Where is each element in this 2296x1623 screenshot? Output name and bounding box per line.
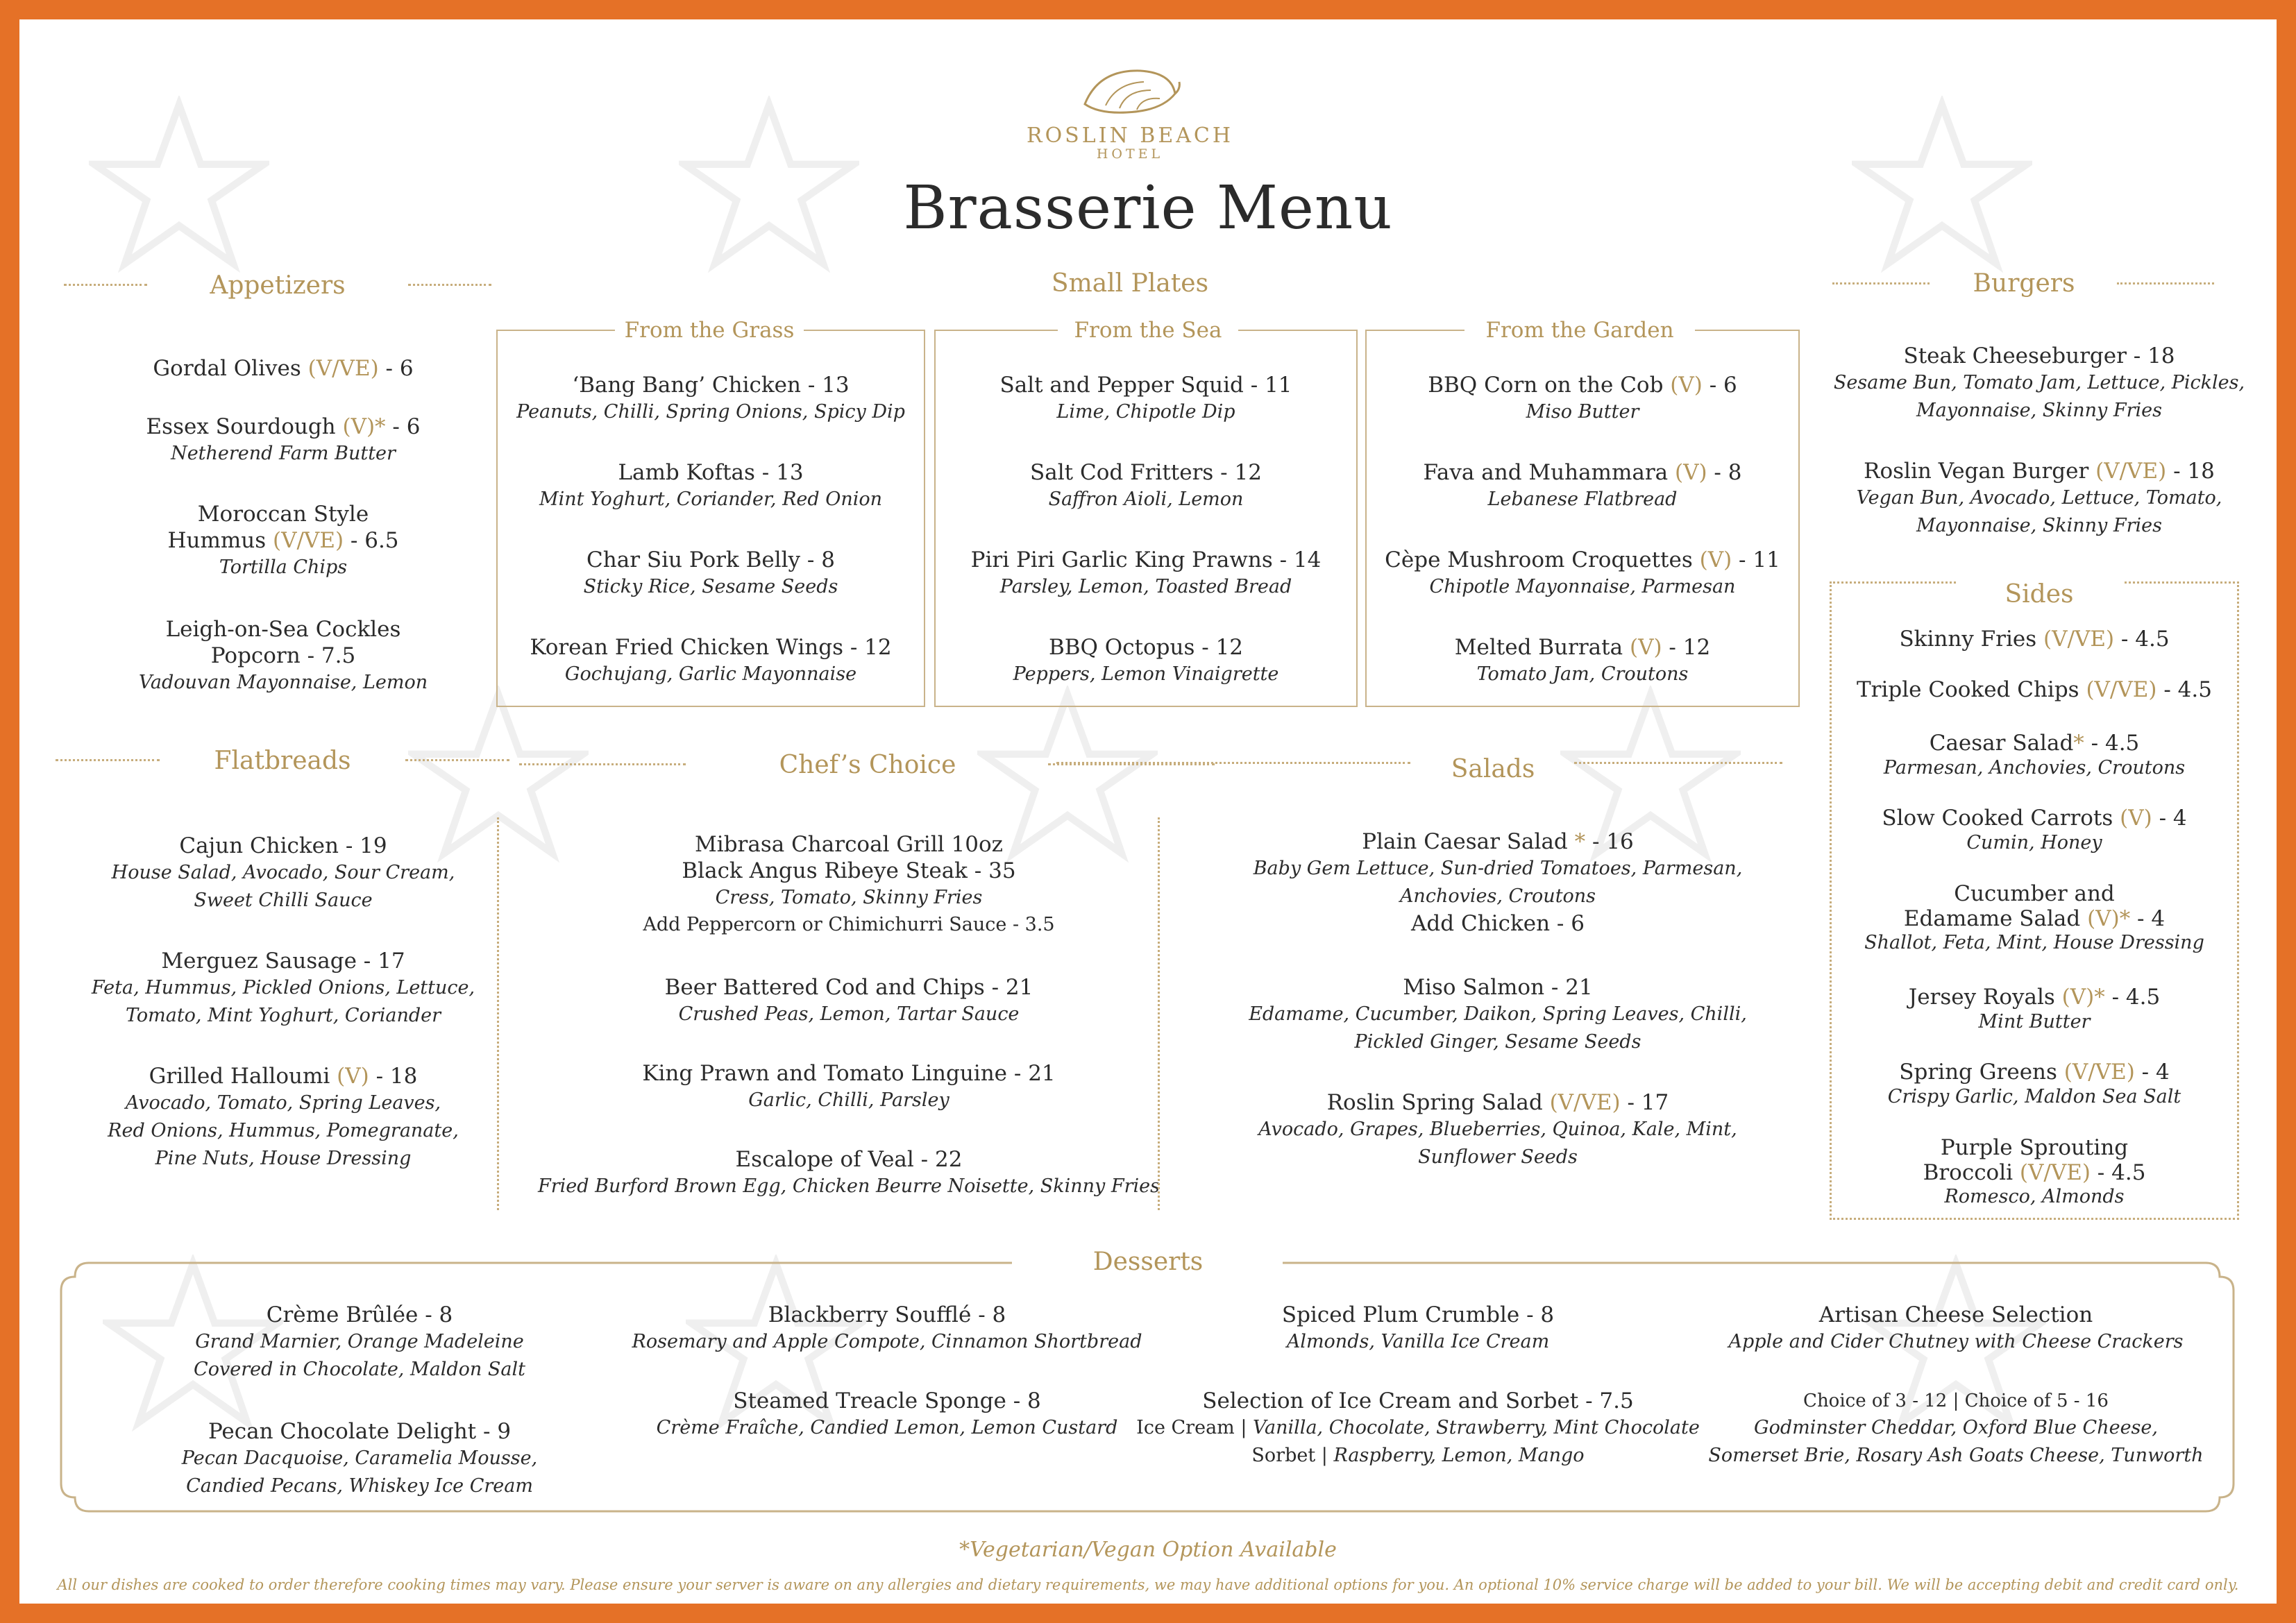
burgers-title: Burgers <box>1973 269 2075 298</box>
menu-item: Caesar Salad* - 4.5 Parmesan, Anchovies, Croutons <box>1883 731 2186 779</box>
vegetarian-note: *Vegetarian/Vegan Option Available <box>959 1538 1337 1562</box>
shell-icon <box>1078 62 1182 118</box>
menu-item: Essex Sourdough (V)* - 6 Netherend Farm Butter <box>146 414 421 464</box>
menu-item: King Prawn and Tomato Linguine - 21 Garlic, Chilli, Parsley <box>642 1061 1056 1111</box>
divider <box>64 284 147 286</box>
appetizers-title: Appetizers <box>210 271 346 300</box>
desserts-title: Desserts <box>1092 1248 1204 1276</box>
from-the-garden-title: From the Garden <box>1464 318 1695 343</box>
divider <box>408 284 491 286</box>
divider <box>2117 282 2214 284</box>
divider <box>1056 762 1410 764</box>
menu-item: Piri Piri Garlic King Prawns - 14 Parsley, Lemon, Toasted Bread <box>970 547 1322 597</box>
menu-item: Cajun Chicken - 19 House Salad, Avocado, Sour Cream, Sweet Chilli Sauce <box>111 833 455 911</box>
menu-item: Miso Salmon - 21 Edamame, Cucumber, Daikon, Spring Leaves, Chilli, Pickled Ginger, Sesame Seeds <box>1249 975 1747 1053</box>
menu-item: Artisan Cheese Selection Apple and Cider Chutney with Cheese Crackers <box>1728 1302 2184 1352</box>
menu-item: Leigh-on-Sea Cockles Popcorn - 7.5 Vadouvan Mayonnaise, Lemon <box>138 617 428 693</box>
hotel-sub: HOTEL <box>1096 146 1164 162</box>
menu-item: Escalope of Veal - 22 Fried Burford Brown Egg, Chicken Beurre Noisette, Skinny Fries <box>538 1147 1160 1197</box>
menu-item: Plain Caesar Salad * - 16 Baby Gem Lettuce, Sun-dried Tomatoes, Parmesan, Anchovies, Croutons Add Chicken - 6 <box>1253 829 1743 936</box>
menu-item: Salt and Pepper Squid - 11 Lime, Chipotle Dip <box>999 373 1292 423</box>
menu-item: Salt Cod Fritters - 12 Saffron Aioli, Lemon <box>1030 460 1262 510</box>
from-the-sea-title: From the Sea <box>1058 318 1238 343</box>
small-plates-title: Small Plates <box>1051 269 1209 298</box>
menu-item: Lamb Koftas - 13 Mint Yoghurt, Coriander, Red Onion <box>539 460 883 510</box>
menu-page <box>19 19 2277 1604</box>
menu-item: Gordal Olives (V/VE) - 6 <box>153 356 414 381</box>
menu-item: Merguez Sausage - 17 Feta, Hummus, Pickled Onions, Lettuce, Tomato, Mint Yoghurt, Coriander <box>91 949 475 1026</box>
menu-item: Blackberry Soufflé - 8 Rosemary and Apple Compote, Cinnamon Shortbread <box>632 1302 1142 1352</box>
menu-item: Purple Sprouting Broccoli (V/VE) - 4.5 Romesco, Almonds <box>1923 1135 2146 1207</box>
menu-item: Steamed Treacle Sponge - 8 Crème Fraîche, Candied Lemon, Lemon Custard <box>656 1388 1118 1438</box>
divider <box>1574 762 1782 764</box>
menu-item: Char Siu Pork Belly - 8 Sticky Rice, Sesame Seeds <box>583 547 838 597</box>
menu-item: Beer Battered Cod and Chips - 21 Crushed Peas, Lemon, Tartar Sauce <box>664 975 1033 1025</box>
menu-item: Spring Greens (V/VE) - 4 Crispy Garlic, Maldon Sea Salt <box>1887 1060 2181 1107</box>
menu-item: ‘Bang Bang’ Chicken - 13 Peanuts, Chilli, Spring Onions, Spicy Dip <box>516 373 905 423</box>
page-title: Brasserie Menu <box>903 173 1393 243</box>
from-the-grass-title: From the Grass <box>615 318 804 343</box>
disclaimer: All our dishes are cooked to order therefore cooking times may vary. Please ensure your server is aware on any allergies and dietary requirements, we may have additional options for you. An optional 10% service charge will be added to your bill. We will be accepting debit and credit card only. <box>57 1577 2239 1593</box>
menu-item: Choice of 3 - 12 | Choice of 5 - 16 Godminster Cheddar, Oxford Blue Cheese, Somerset Brie, Rosary Ash Goats Cheese, Tunworth <box>1708 1391 2204 1466</box>
menu-item: Steak Cheeseburger - 18 Sesame Bun, Tomato Jam, Lettuce, Pickles, Mayonnaise, Skinny Fries <box>1833 343 2245 421</box>
menu-item: Fava and Muhammara (V) - 8 Lebanese Flatbread <box>1423 460 1742 510</box>
divider <box>405 759 509 761</box>
menu-item: Crème Brûlée - 8 Grand Marnier, Orange Madeleine Covered in Chocolate, Maldon Salt <box>194 1302 525 1380</box>
menu-item: Roslin Vegan Burger (V/VE) - 18 Vegan Bun, Avocado, Lettuce, Tomato, Mayonnaise, Skinny Fries <box>1856 459 2222 536</box>
menu-item: Cucumber and Edamame Salad (V)* - 4 Shallot, Feta, Mint, House Dressing <box>1864 881 2204 953</box>
menu-item: BBQ Octopus - 12 Peppers, Lemon Vinaigrette <box>1013 635 1279 685</box>
menu-item: Grilled Halloumi (V) - 18 Avocado, Tomato, Spring Leaves, Red Onions, Hummus, Pomegranate, Pine Nuts, House Dressing <box>108 1064 459 1169</box>
divider <box>497 817 499 1210</box>
flatbreads-title: Flatbreads <box>214 747 351 775</box>
menu-item: Selection of Ice Cream and Sorbet - 7.5 Ice Cream | Vanilla, Chocolate, Strawberry, Mint Chocolate Sorbet | Raspberry, Lemon, Mango <box>1136 1388 1700 1466</box>
menu-item: Pecan Chocolate Delight - 9 Pecan Dacquoise, Caramelia Mousse, Candied Pecans, Whiskey Ice Cream <box>181 1419 538 1497</box>
menu-item: Spiced Plum Crumble - 8 Almonds, Vanilla Ice Cream <box>1281 1302 1555 1352</box>
divider <box>1158 817 1160 1210</box>
menu-item: Jersey Royals (V)* - 4.5 Mint Butter <box>1908 985 2161 1033</box>
salads-title: Salads <box>1451 755 1535 783</box>
menu-item: Mibrasa Charcoal Grill 10oz Black Angus Ribeye Steak - 35 Cress, Tomato, Skinny Fries Add Peppercorn or Chimichurri Sauce - 3.5 <box>643 832 1055 935</box>
menu-item: Roslin Spring Salad (V/VE) - 17 Avocado, Grapes, Blueberries, Quinoa, Kale, Mint, Sunflower Seeds <box>1258 1090 1737 1168</box>
sides-title: Sides <box>1956 580 2122 609</box>
hotel-name: ROSLIN BEACH <box>1026 124 1234 148</box>
menu-item: Moroccan Style Hummus (V/VE) - 6.5 Tortilla Chips <box>167 502 399 578</box>
chefs-choice-title: Chef’s Choice <box>779 751 956 779</box>
menu-item: Triple Cooked Chips (V/VE) - 4.5 <box>1857 677 2212 702</box>
menu-item: Skinny Fries (V/VE) - 4.5 <box>1899 627 2170 652</box>
menu-item: Melted Burrata (V) - 12 Tomato Jam, Croutons <box>1454 635 1711 685</box>
menu-item: Cèpe Mushroom Croquettes (V) - 11 Chipotle Mayonnaise, Parmesan <box>1385 547 1780 597</box>
divider <box>519 763 686 765</box>
menu-item: BBQ Corn on the Cob (V) - 6 Miso Butter <box>1428 373 1737 423</box>
divider <box>56 759 160 761</box>
divider <box>1832 282 1930 284</box>
menu-item: Korean Fried Chicken Wings - 12 Gochujang, Garlic Mayonnaise <box>530 635 892 685</box>
menu-item: Slow Cooked Carrots (V) - 4 Cumin, Honey <box>1882 806 2187 853</box>
hotel-logo <box>1012 62 1248 162</box>
